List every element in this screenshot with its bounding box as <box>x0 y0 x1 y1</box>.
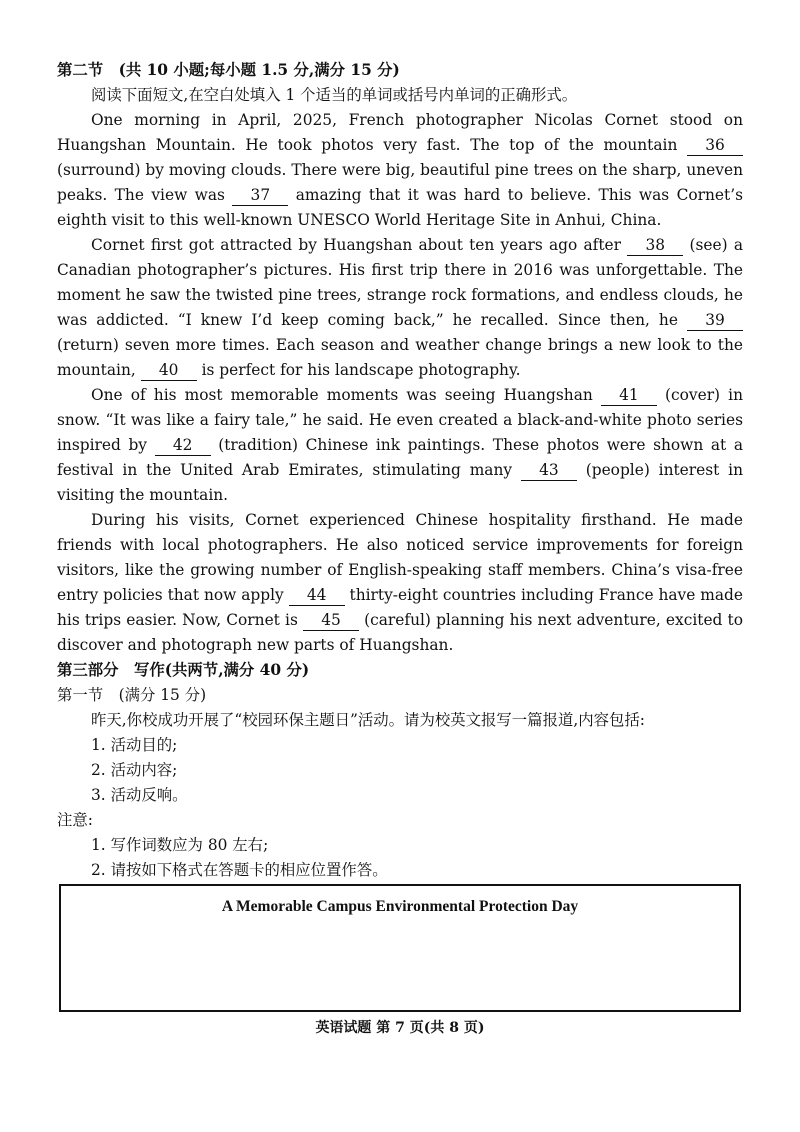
blank-41[interactable]: 41 <box>601 386 657 406</box>
blank-37[interactable]: 37 <box>232 186 288 206</box>
answer-format-box <box>59 884 741 1012</box>
list-item: 2. 请按如下格式在答题卡的相应位置作答。 <box>91 861 388 879</box>
blank-43[interactable]: 43 <box>521 461 577 481</box>
section-2-heading: 第二节 (共 10 小题;每小题 1.5 分,满分 15 分) <box>57 61 400 79</box>
writing-prompt: 昨天,你校成功开展了“校园环保主题日”活动。请为校英文报写一篇报道,内容包括: <box>91 711 645 729</box>
blank-40[interactable]: 40 <box>141 361 197 381</box>
list-item: 1. 写作词数应为 80 左右; <box>91 836 269 854</box>
passage-paragraph-1: One morning in April, 2025, French photographer Nicolas Cornet stood on Huangshan Mountain. He took photos very fast. The top of the mountain 36 (surround) by moving clouds. There were big, beautiful pine trees on the sharp, uneven peaks. The view was 37 amazing that it was hard to believe. This was Cornet’s eighth visit to this well-known UNESCO World Heritage Site in Anhui, China. <box>57 111 743 229</box>
note-label: 注意: <box>57 811 93 829</box>
part-3-heading: 第三部分 写作(共两节,满分 40 分) <box>57 661 310 679</box>
notes-list <box>57 833 743 883</box>
list-item: 2. 活动内容; <box>91 761 178 779</box>
list-item: 1. 活动目的; <box>91 736 178 754</box>
part-3-section-1-heading: 第一节 (满分 15 分) <box>57 686 207 704</box>
writing-content-list <box>57 733 743 808</box>
blank-39[interactable]: 39 <box>687 311 743 331</box>
passage-paragraph-2: Cornet first got attracted by Huangshan about ten years ago after 38 (see) a Canadian photographer’s pictures. His first trip there in 2016 was unforgettable. The moment he saw the twisted pine trees, strange rock formations, and endless clouds, he was addicted. “I knew I’d keep coming back,” he recalled. Since then, he 39 (return) seven more times. Each season and weather change brings a new look to the mountain, 40 is perfect for his landscape photography. <box>57 236 743 379</box>
passage-paragraph-3: One of his most memorable moments was seeing Huangshan 41 (cover) in snow. “It was like a fairy tale,” he said. He even created a black-and-white photo series inspired by 42 (tradition) Chinese ink paintings. These photos were shown at a festival in the United Arab Emirates, stimulating many 43 (people) interest in visiting the mountain. <box>57 386 743 504</box>
answer-box-title: A Memorable Campus Environmental Protection Day <box>221 898 579 915</box>
passage-paragraph-4: During his visits, Cornet experienced Chinese hospitality firsthand. He made friends with local photographers. He also noticed service improvements for foreign visitors, like the growing number of English-speaking staff members. China’s visa-free entry policies that now apply 44 thirty-eight countries including France have made his trips easier. Now, Cornet is 45 (careful) planning his next adventure, excited to discover and photograph new parts of Huangshan. <box>57 511 743 654</box>
blank-36[interactable]: 36 <box>687 136 743 156</box>
blank-42[interactable]: 42 <box>155 436 211 456</box>
page-footer: 英语试题 第 7 页(共 8 页) <box>315 1020 485 1036</box>
blank-45[interactable]: 45 <box>303 611 359 631</box>
list-item: 3. 活动反响。 <box>91 786 188 804</box>
page-content <box>57 58 743 883</box>
blank-44[interactable]: 44 <box>289 586 345 606</box>
section-2-instruction: 阅读下面短文,在空白处填入 1 个适当的单词或括号内单词的正确形式。 <box>91 86 578 104</box>
blank-38[interactable]: 38 <box>627 236 683 256</box>
